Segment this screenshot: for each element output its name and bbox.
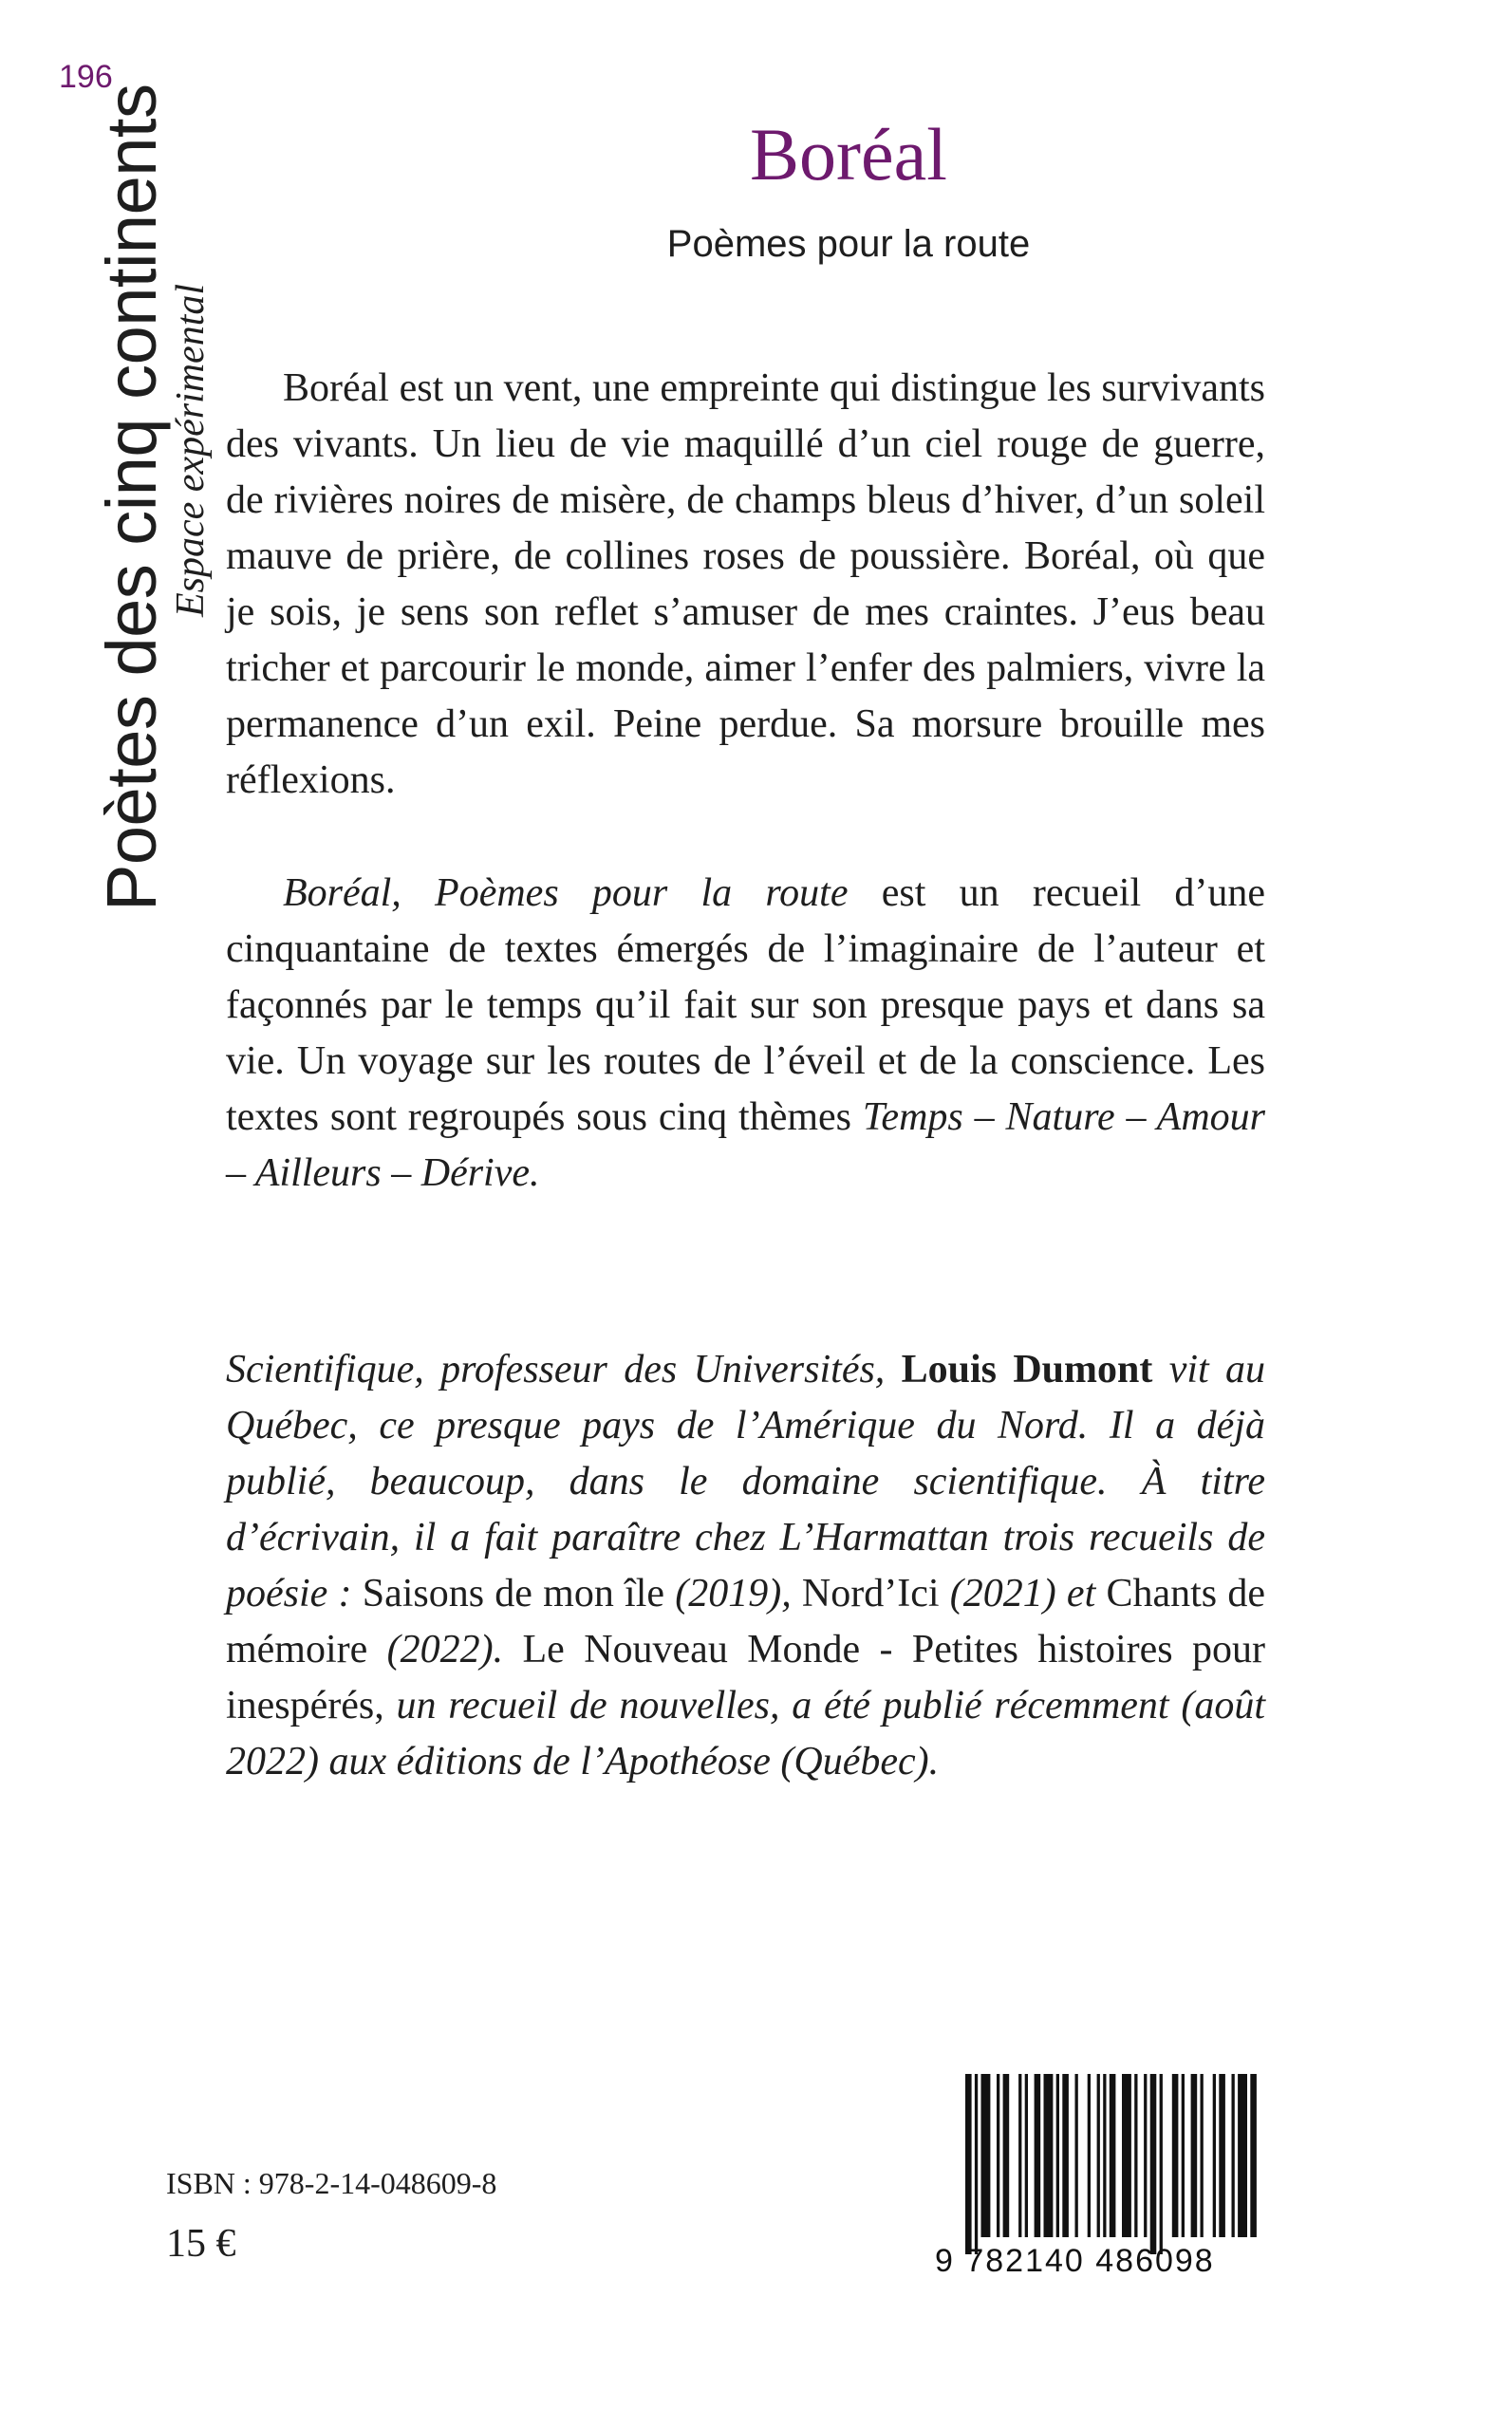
bio-year-1: (2019), — [664, 1572, 802, 1615]
isbn: ISBN : 978-2-14-048609-8 — [166, 2166, 497, 2200]
barcode-bar — [1088, 2074, 1091, 2237]
barcode-bar — [1056, 2074, 1059, 2237]
barcode-bar — [1232, 2074, 1235, 2237]
series-number: 196 — [59, 59, 113, 95]
barcode-bar — [1213, 2074, 1216, 2237]
barcode-bar — [1144, 2074, 1147, 2237]
paragraph-2-text: est un recueil d’une cinquantaine de textes émergés de l’imaginaire de l’auteur et façonnés par le temps qu’il fait sur son presque pays et dans sa vie. Un voyage sur les routes de l’éveil et de la conscience. Les textes sont regroupés sous cinq thèmes — [226, 871, 1265, 1139]
barcode-bar — [1219, 2074, 1225, 2237]
bio-part-1: vit au Québec, ce presque pays de l’Amérique du Nord. Il a déjà publié, beaucoup, dans le domaine scientifique. À titre d’écrivain, il a fait paraître chez L’Harmattan trois recueils de poésie : — [226, 1348, 1266, 1615]
bio-book-4: Le Nouveau Monde - Petites histoires pour inespérés, — [226, 1628, 1265, 1727]
barcode-bar — [1044, 2074, 1054, 2237]
barcode-bar — [1003, 2074, 1010, 2237]
series-subtitle: Espace expérimental — [169, 283, 213, 617]
barcode-digits: 9 782140 486098 — [935, 2243, 1215, 2279]
barcode-bar — [1238, 2074, 1247, 2237]
description-paragraph-2 — [226, 866, 1265, 1202]
barcode-bar — [975, 2074, 978, 2254]
barcode-bar — [965, 2074, 972, 2254]
barcode-bar — [1182, 2074, 1185, 2237]
paragraph-1-text: Boréal est un vent, une empreinte qui distingue les survivants des vivants. Un lieu de vie maquillé d’un ciel rouge de guerre, de rivières noires de misère, de champs bleus d’hiver, d’un soleil mauve de prière, de collines roses de poussière. Boréal, où que je sois, je sens son reflet s’amuser de mes craintes. J’eus beau tricher et parcourir le monde, aimer l’enfer des palmiers, vivre la permanence d’un exil. Peine perdue. Sa morsure brouille mes réflexions. — [226, 366, 1265, 802]
barcode-bar — [1062, 2074, 1069, 2237]
bio-year-3: (2022). — [367, 1628, 504, 1671]
bio-book-3: Chants de mémoire — [226, 1572, 1265, 1671]
barcode-bar — [1150, 2074, 1157, 2254]
price: 15 € — [166, 2222, 236, 2266]
book-title-reference: Boréal, Poèmes pour la route — [283, 871, 849, 915]
barcode-bar — [1250, 2074, 1257, 2237]
barcode-bar — [1035, 2074, 1041, 2237]
book-subtitle: Poèmes pour la route — [666, 223, 1031, 265]
barcode-bar — [1110, 2074, 1116, 2237]
author-bio — [226, 1342, 1265, 1790]
series-spine — [92, 84, 213, 911]
barcode-bar — [1134, 2074, 1137, 2237]
book-title: Boréal — [750, 113, 947, 196]
barcode-bar — [981, 2074, 991, 2237]
barcode-bar — [1160, 2074, 1163, 2254]
author-name: Louis Dumont — [901, 1348, 1153, 1391]
barcode-bar — [1075, 2074, 1078, 2237]
bio-book-2: Nord’Ici — [801, 1572, 940, 1615]
bio-part-2: un recueil de nouvelles, a été publié récemment (août 2022) aux éditions de l’Apothéose (Québec). — [226, 1684, 1265, 1783]
barcode-bar — [1103, 2074, 1106, 2237]
bio-intro: Scientifique, professeur des Universités, — [226, 1348, 902, 1391]
series-title: Poètes des cinq continents — [92, 84, 171, 911]
barcode-bar — [1191, 2074, 1198, 2237]
description-paragraph-1 — [226, 361, 1265, 809]
barcode-bar — [1018, 2074, 1021, 2237]
bio-book-1: Saisons de mon île — [362, 1572, 665, 1615]
barcode-bar — [1097, 2074, 1100, 2237]
barcode-bar — [1122, 2074, 1131, 2237]
barcode-bar — [997, 2074, 999, 2237]
themes-list: Temps – Nature – Amour – Ailleurs – Dérive. — [226, 1095, 1265, 1195]
barcode-bar — [1025, 2074, 1028, 2237]
barcode-bar — [1172, 2074, 1179, 2237]
bio-year-2: (2021) et — [939, 1572, 1107, 1615]
barcode-bar — [1201, 2074, 1204, 2237]
